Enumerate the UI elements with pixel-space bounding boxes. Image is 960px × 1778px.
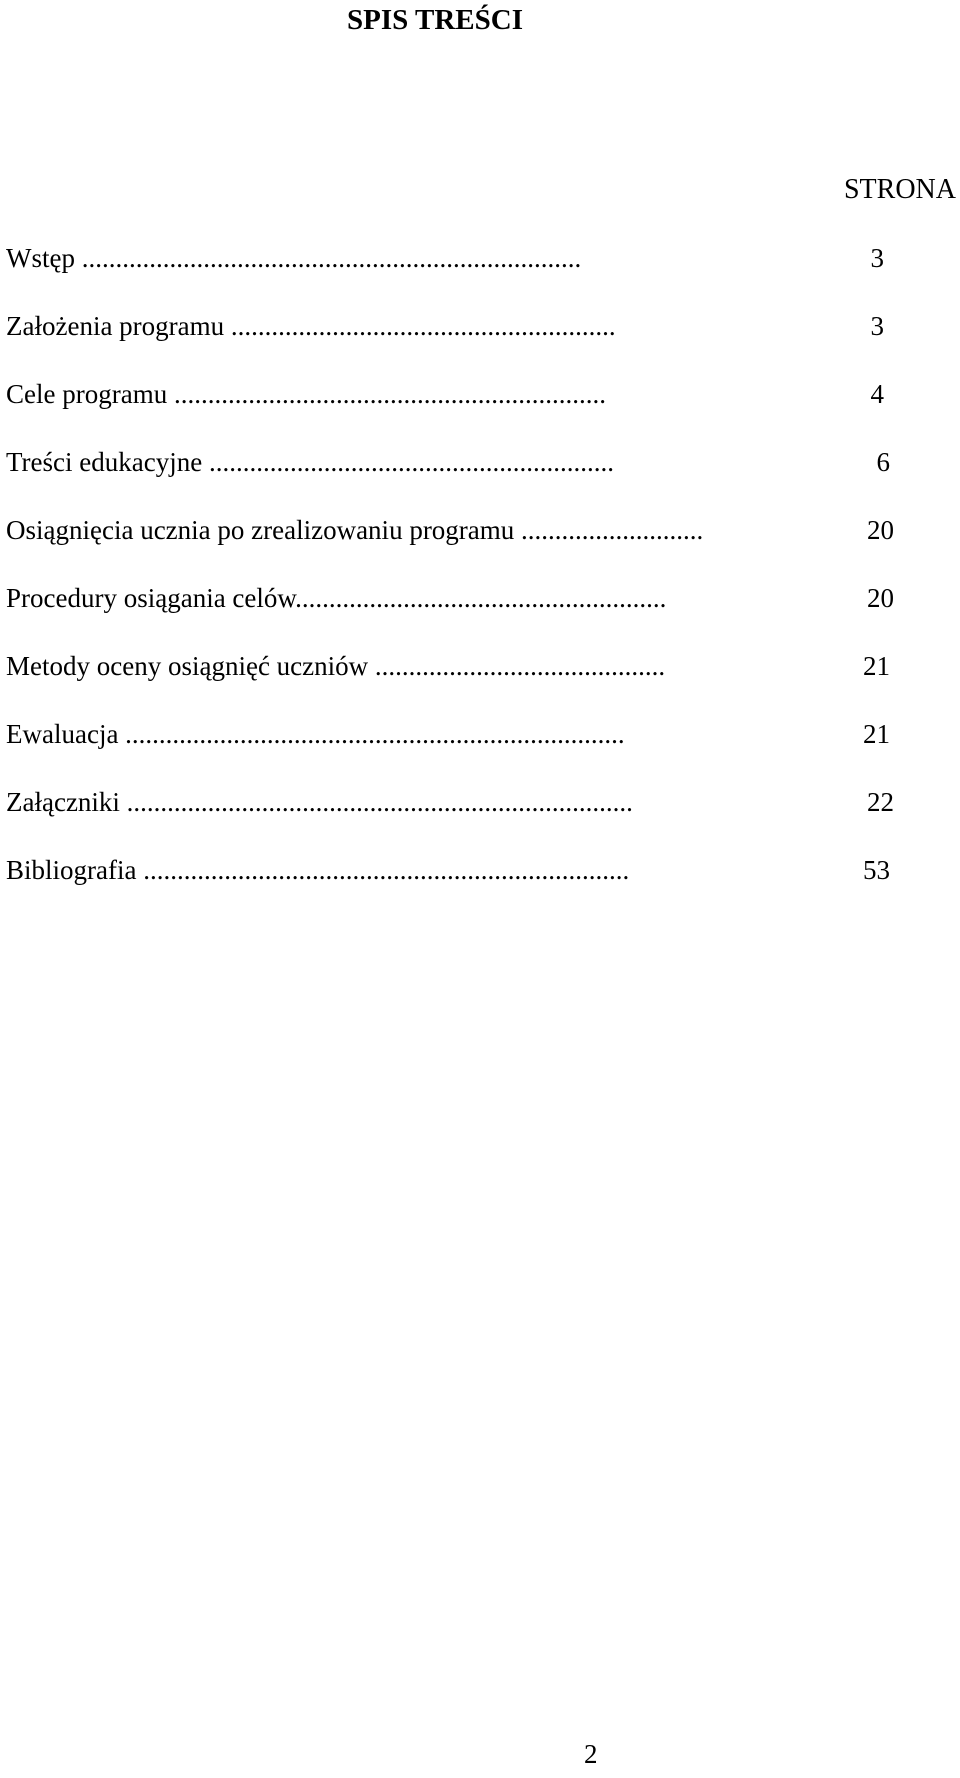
toc-entry-bibliografia bbox=[6, 852, 906, 920]
toc-entry-label: Metody oceny osiągnięć uczniów ........................................... bbox=[6, 651, 666, 681]
table-of-contents bbox=[6, 240, 906, 920]
toc-entry-page: 20 bbox=[867, 515, 894, 545]
toc-entry-page: 3 bbox=[870, 243, 884, 273]
toc-entry-label: Treści edukacyjne ............................................................ bbox=[6, 447, 614, 477]
footer-page-number: 2 bbox=[584, 1739, 598, 1769]
toc-entry-label: Ewaluacja .......................................................................... bbox=[6, 719, 625, 749]
toc-entry-label: Założenia programu ......................................................... bbox=[6, 311, 616, 341]
toc-entry-tresci bbox=[6, 444, 906, 512]
toc-entry-page: 4 bbox=[870, 379, 884, 409]
toc-entry-page: 22 bbox=[867, 787, 894, 817]
page-title: SPIS TREŚCI bbox=[347, 4, 523, 36]
toc-entry-page: 6 bbox=[876, 447, 890, 477]
toc-entry-label: Załączniki ........................................................................... bbox=[6, 787, 633, 817]
toc-entry-wstep bbox=[6, 240, 906, 308]
toc-entry-label: Cele programu ................................................................ bbox=[6, 379, 606, 409]
toc-entry-cele bbox=[6, 376, 906, 444]
toc-entry-page: 3 bbox=[870, 311, 884, 341]
toc-entry-label: Procedury osiągania celów....................................................... bbox=[6, 583, 667, 613]
page-column-header: STRONA bbox=[843, 174, 956, 205]
toc-entry-page: 21 bbox=[863, 719, 890, 749]
toc-entry-page: 21 bbox=[863, 651, 890, 681]
toc-entry-procedury bbox=[6, 580, 906, 648]
toc-entry-zalozenia bbox=[6, 308, 906, 376]
toc-entry-osiagniecia bbox=[6, 512, 906, 580]
toc-entry-ewaluacja bbox=[6, 716, 906, 784]
toc-entry-label: Bibliografia ........................................................................ bbox=[6, 855, 630, 885]
toc-entry-metody bbox=[6, 648, 906, 716]
toc-entry-page: 53 bbox=[863, 855, 890, 885]
toc-entry-page: 20 bbox=[867, 583, 894, 613]
toc-entry-zalaczniki bbox=[6, 784, 906, 852]
toc-entry-label: Wstęp .......................................................................... bbox=[6, 243, 582, 273]
toc-entry-label: Osiągnięcia ucznia po zrealizowaniu programu ........................... bbox=[6, 515, 704, 545]
